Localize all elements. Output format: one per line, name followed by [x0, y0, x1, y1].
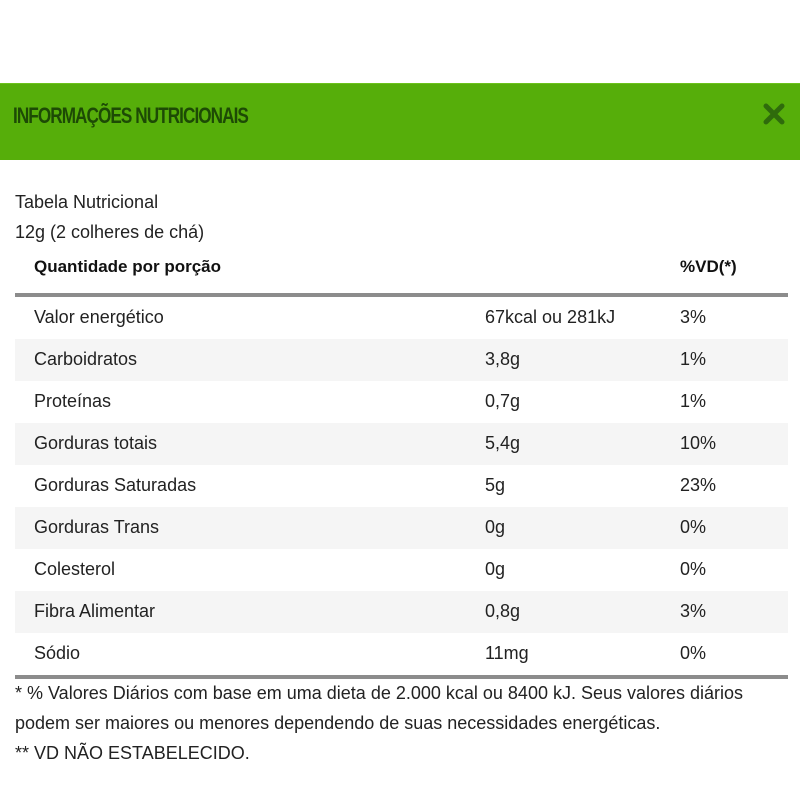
header-quantity: Quantidade por porção	[34, 257, 222, 276]
nutrient-name: Valor energético	[34, 307, 164, 327]
nutrient-amount: 0,8g	[485, 601, 521, 621]
serving-size: 12g (2 colheres de chá)	[15, 222, 205, 242]
footnote-vd-basis: * % Valores Diários com base em uma dieta de 2.000 kcal ou 8400 kJ. Seus valores diários	[15, 683, 744, 703]
nutrition-table	[15, 250, 788, 679]
nutrient-name: Sódio	[34, 643, 81, 663]
intro	[15, 187, 204, 247]
nutrient-vd: 0%	[680, 643, 707, 663]
nutrient-vd: 1%	[680, 391, 707, 411]
nutrient-name: Gorduras Trans	[34, 517, 160, 537]
footnote-vd-basis-cont: podem ser maiores ou menores dependendo de suas necessidades energéticas.	[15, 713, 661, 733]
footnotes	[15, 678, 800, 768]
nutrient-amount: 0,7g	[485, 391, 521, 411]
table-row	[15, 339, 788, 381]
nutrient-vd: 0%	[680, 517, 707, 537]
nutrient-name: Proteínas	[34, 391, 112, 411]
close-button[interactable]	[762, 102, 786, 126]
nutrient-name: Carboidratos	[34, 349, 138, 369]
table-row	[15, 549, 788, 591]
nutrient-amount: 11mg	[485, 643, 529, 663]
nutrient-amount: 67kcal ou 281kJ	[485, 307, 616, 327]
nutrient-amount: 3,8g	[485, 349, 521, 369]
nutrient-amount: 5g	[485, 475, 506, 495]
nutrient-vd: 3%	[680, 307, 707, 327]
table-row	[15, 381, 788, 423]
table-row	[15, 465, 788, 507]
footnote-vd-not-established: ** VD NÃO ESTABELECIDO.	[15, 743, 250, 763]
nutrient-vd: 23%	[680, 475, 717, 495]
nutrient-amount: 0g	[485, 559, 506, 579]
table-header	[15, 250, 788, 297]
nutrient-vd: 1%	[680, 349, 707, 369]
nutrient-vd: 3%	[680, 601, 707, 621]
table-row	[15, 423, 788, 465]
nutrient-amount: 0g	[485, 517, 506, 537]
nutrient-name: Gorduras Saturadas	[34, 475, 197, 495]
nutrient-name: Colesterol	[34, 559, 116, 579]
modal-header	[0, 83, 800, 160]
nutrient-name: Gorduras totais	[34, 433, 158, 453]
table-row	[15, 633, 788, 675]
header-vd: %VD(*)	[680, 257, 737, 276]
table-body	[15, 297, 788, 675]
table-row	[15, 591, 788, 633]
nutrient-amount: 5,4g	[485, 433, 521, 453]
table-row	[15, 507, 788, 549]
nutrient-name: Fibra Alimentar	[34, 601, 156, 621]
nutrient-vd: 10%	[680, 433, 717, 453]
modal-title: INFORMAÇÕES NUTRICIONAIS	[13, 103, 248, 128]
table-caption: Tabela Nutricional	[15, 192, 159, 212]
close-x-icon	[762, 102, 786, 126]
table-row	[15, 297, 788, 339]
nutrient-vd: 0%	[680, 559, 707, 579]
